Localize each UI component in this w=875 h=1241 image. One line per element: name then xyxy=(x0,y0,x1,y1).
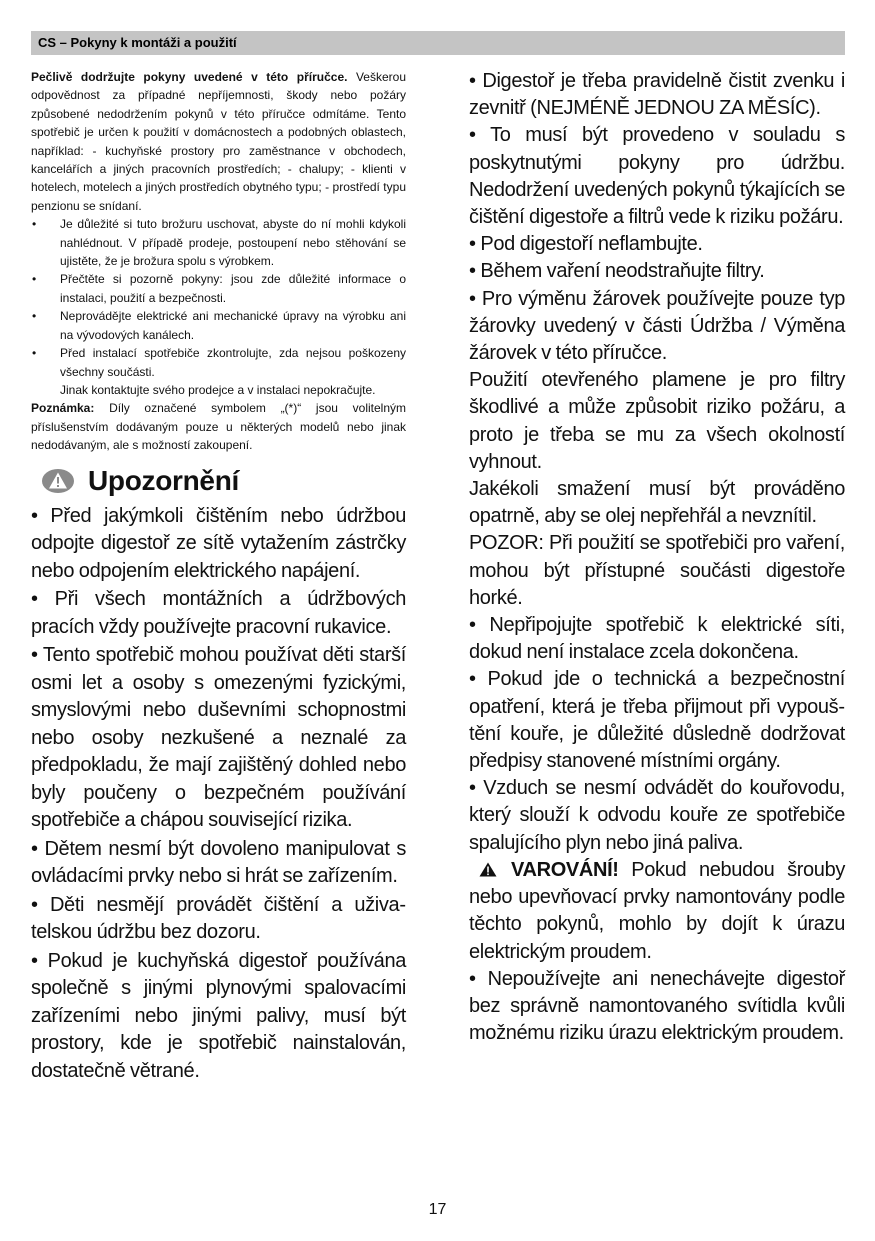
note-paragraph xyxy=(31,399,406,454)
intro-rest: Veškerou odpovědnost za případné nepříjemnosti, škody nebo požáry způsobené nedodržením pokynů v této příručce odmítáme. Tento spotřebič je určen k použití v domácnostech a podobných oblastech, například: - kuchyňské prostory pro zaměstnance v obchodech, kancelářích a jiných pracovních prostředích; - chalupy; - klienti v hotelech, motelech a jiných prostředích obytného typu; - prostředí typu penzionu se snídaní. xyxy=(31,70,406,213)
warning-paragraph: • Dětem nesmí být dovoleno manipulovat s ovládacími prvky nebo si hrát se zařízením. xyxy=(31,837,406,888)
warning-text-block xyxy=(31,503,406,1086)
warning-paragraph: • Děti nesmějí provádět čištění a uživatelskou údržbu bez dozoru. xyxy=(31,893,406,944)
intro-bold: Pečlivě dodržujte pokyny uvedené v této příručce. xyxy=(31,70,348,84)
warning-paragraph: • Tento spotřebič mohou používat děti starší osmi let a osoby s omezenými fyzickými, smyslovými nebo duševními schopnostmi nebo osoby nezkušené a neznalé za předpokladu, že mají zajištěný dohled nebo byly poučeny o bezpečném používání spotřebiče a chápou související rizika. xyxy=(31,644,406,832)
section-header xyxy=(31,31,845,55)
right-paragraph: Jakékoli smažení musí být prováděno opatrně, aby se olej nepřehřál a nevznítil. xyxy=(469,478,845,528)
note-label: Poznámka: xyxy=(31,401,95,416)
warning-icon xyxy=(41,468,75,494)
warning-paragraph: • Pokud je kuchyňská digestoř používána společně s jinými plynovými spalovacími zařízeními nebo jinými palivy, musí být prostory, kde je spotřebič nainstalován, dostatečně větrané. xyxy=(31,949,406,1082)
left-column xyxy=(31,68,406,1085)
warning-triangle-icon xyxy=(479,862,497,877)
right-paragraph: • Pro výměnu žárovek používejte pouze typ žárovky uvedený v části Údržba / Výměna žárovek v této příručce. xyxy=(469,287,845,365)
page-number: 17 xyxy=(428,1201,447,1218)
intro-block xyxy=(31,68,406,455)
intro-paragraph xyxy=(31,68,406,215)
right-paragraph: • Pod digestoří neflambujte. xyxy=(469,233,703,256)
right-paragraph: • Nepřipojujte spotřebič k elektrické síti, dokud není instalace zcela dokončena. xyxy=(469,614,845,664)
list-item: • Přečtěte si pozorně pokyny: jsou zde důležité informace o instalaci, použití a bezpečnosti. xyxy=(31,270,406,307)
right-paragraph: • Během vaření neodstraňujte filtry. xyxy=(469,260,765,283)
electric-warning-paragraph xyxy=(469,857,845,966)
section-title: CS – Pokyny k montáži a použití xyxy=(38,35,237,50)
right-paragraph: • Pokud jde o technická a bezpečnostní opatření, která je třeba přijmout při vypouštění kouře, je důležité důsledně dodržovat předpisy stanovené místními orgány. xyxy=(469,668,845,773)
warning-paragraph: • Před jakýmkoli čištěním nebo údržbou odpojte digestoř ze sítě vytažením zástrčky nebo odpojením elektrického napájení. xyxy=(31,504,406,582)
right-column xyxy=(469,68,845,1047)
note-text: Díly označené symbolem „(*)“ jsou volitelným příslušenstvím dodávaným pouze u některých modelů nebo jinak nedodávaným, ale s možností zakoupení. xyxy=(31,401,406,453)
right-paragraph: Použití otevřeného plamene je pro filtry škodlivé a může způsobit riziko požáru, a proto je třeba se mu za všech okolností vyhnout. xyxy=(469,369,845,473)
right-paragraph: • Nepoužívejte ani nenechávejte digestoř bez správně namontovaného svítidla kvůli možnému riziku úrazu elektrickým proudem. xyxy=(469,967,845,1045)
list-item: • Neprovádějte elektrické ani mechanické úpravy na výrobku ani na vývodových kanálech. xyxy=(31,307,406,344)
warning-paragraph: • Při všech montážních a údržbových pracích vždy používejte pracovní rukavice. xyxy=(31,588,406,638)
list-item: • Před instalací spotřebiče zkontrolujte, zda nejsou poškozeny všechny součásti. xyxy=(31,344,406,381)
warning-heading xyxy=(31,461,406,501)
list-item: • Je důležité si tuto brožuru uschovat, abyste do ní mohli kdykoli nahlédnout. V případě prodeje, postoupení nebo stěhování se ujistěte, že je brožura spolu s výrobkem. xyxy=(31,215,406,270)
bullet-followup: Jinak kontaktujte svého prodejce a v instalaci nepokračujte. xyxy=(60,382,376,397)
safety-bullet-list xyxy=(31,215,406,381)
electric-warning-label: VAROVÁNÍ! xyxy=(511,858,619,881)
right-paragraph: • Vzduch se nesmí odvádět do kouřovodu, který slouží k odvodu kouře ze spotřebiče spalujícího plyn nebo jiná paliva. xyxy=(469,777,845,854)
right-paragraph: • Digestoř je třeba pravidelně čistit zvenku i zevnitř (NEJMÉNĚ JEDNOU ZA MĚSÍC). xyxy=(469,70,845,120)
right-paragraph: • To musí být provedeno v souladu s poskytnutými pokyny pro údržbu. Nedodržení uvedených pokynů týkajících se čištění digestoře a filtrů vede k riziku požáru. xyxy=(469,124,845,229)
warning-title: Upozornění xyxy=(88,464,239,496)
right-paragraph: POZOR: Při použití se spotřebiči pro vaření, mohou být přístupné součásti digestoře horké. xyxy=(469,532,845,609)
electric-warning-text: Pokud nebudou šrouby nebo upevňovací prvky namontovány podle těchto pokynů, mohlo by dojít k úrazu elektrickým proudem. xyxy=(469,858,845,963)
